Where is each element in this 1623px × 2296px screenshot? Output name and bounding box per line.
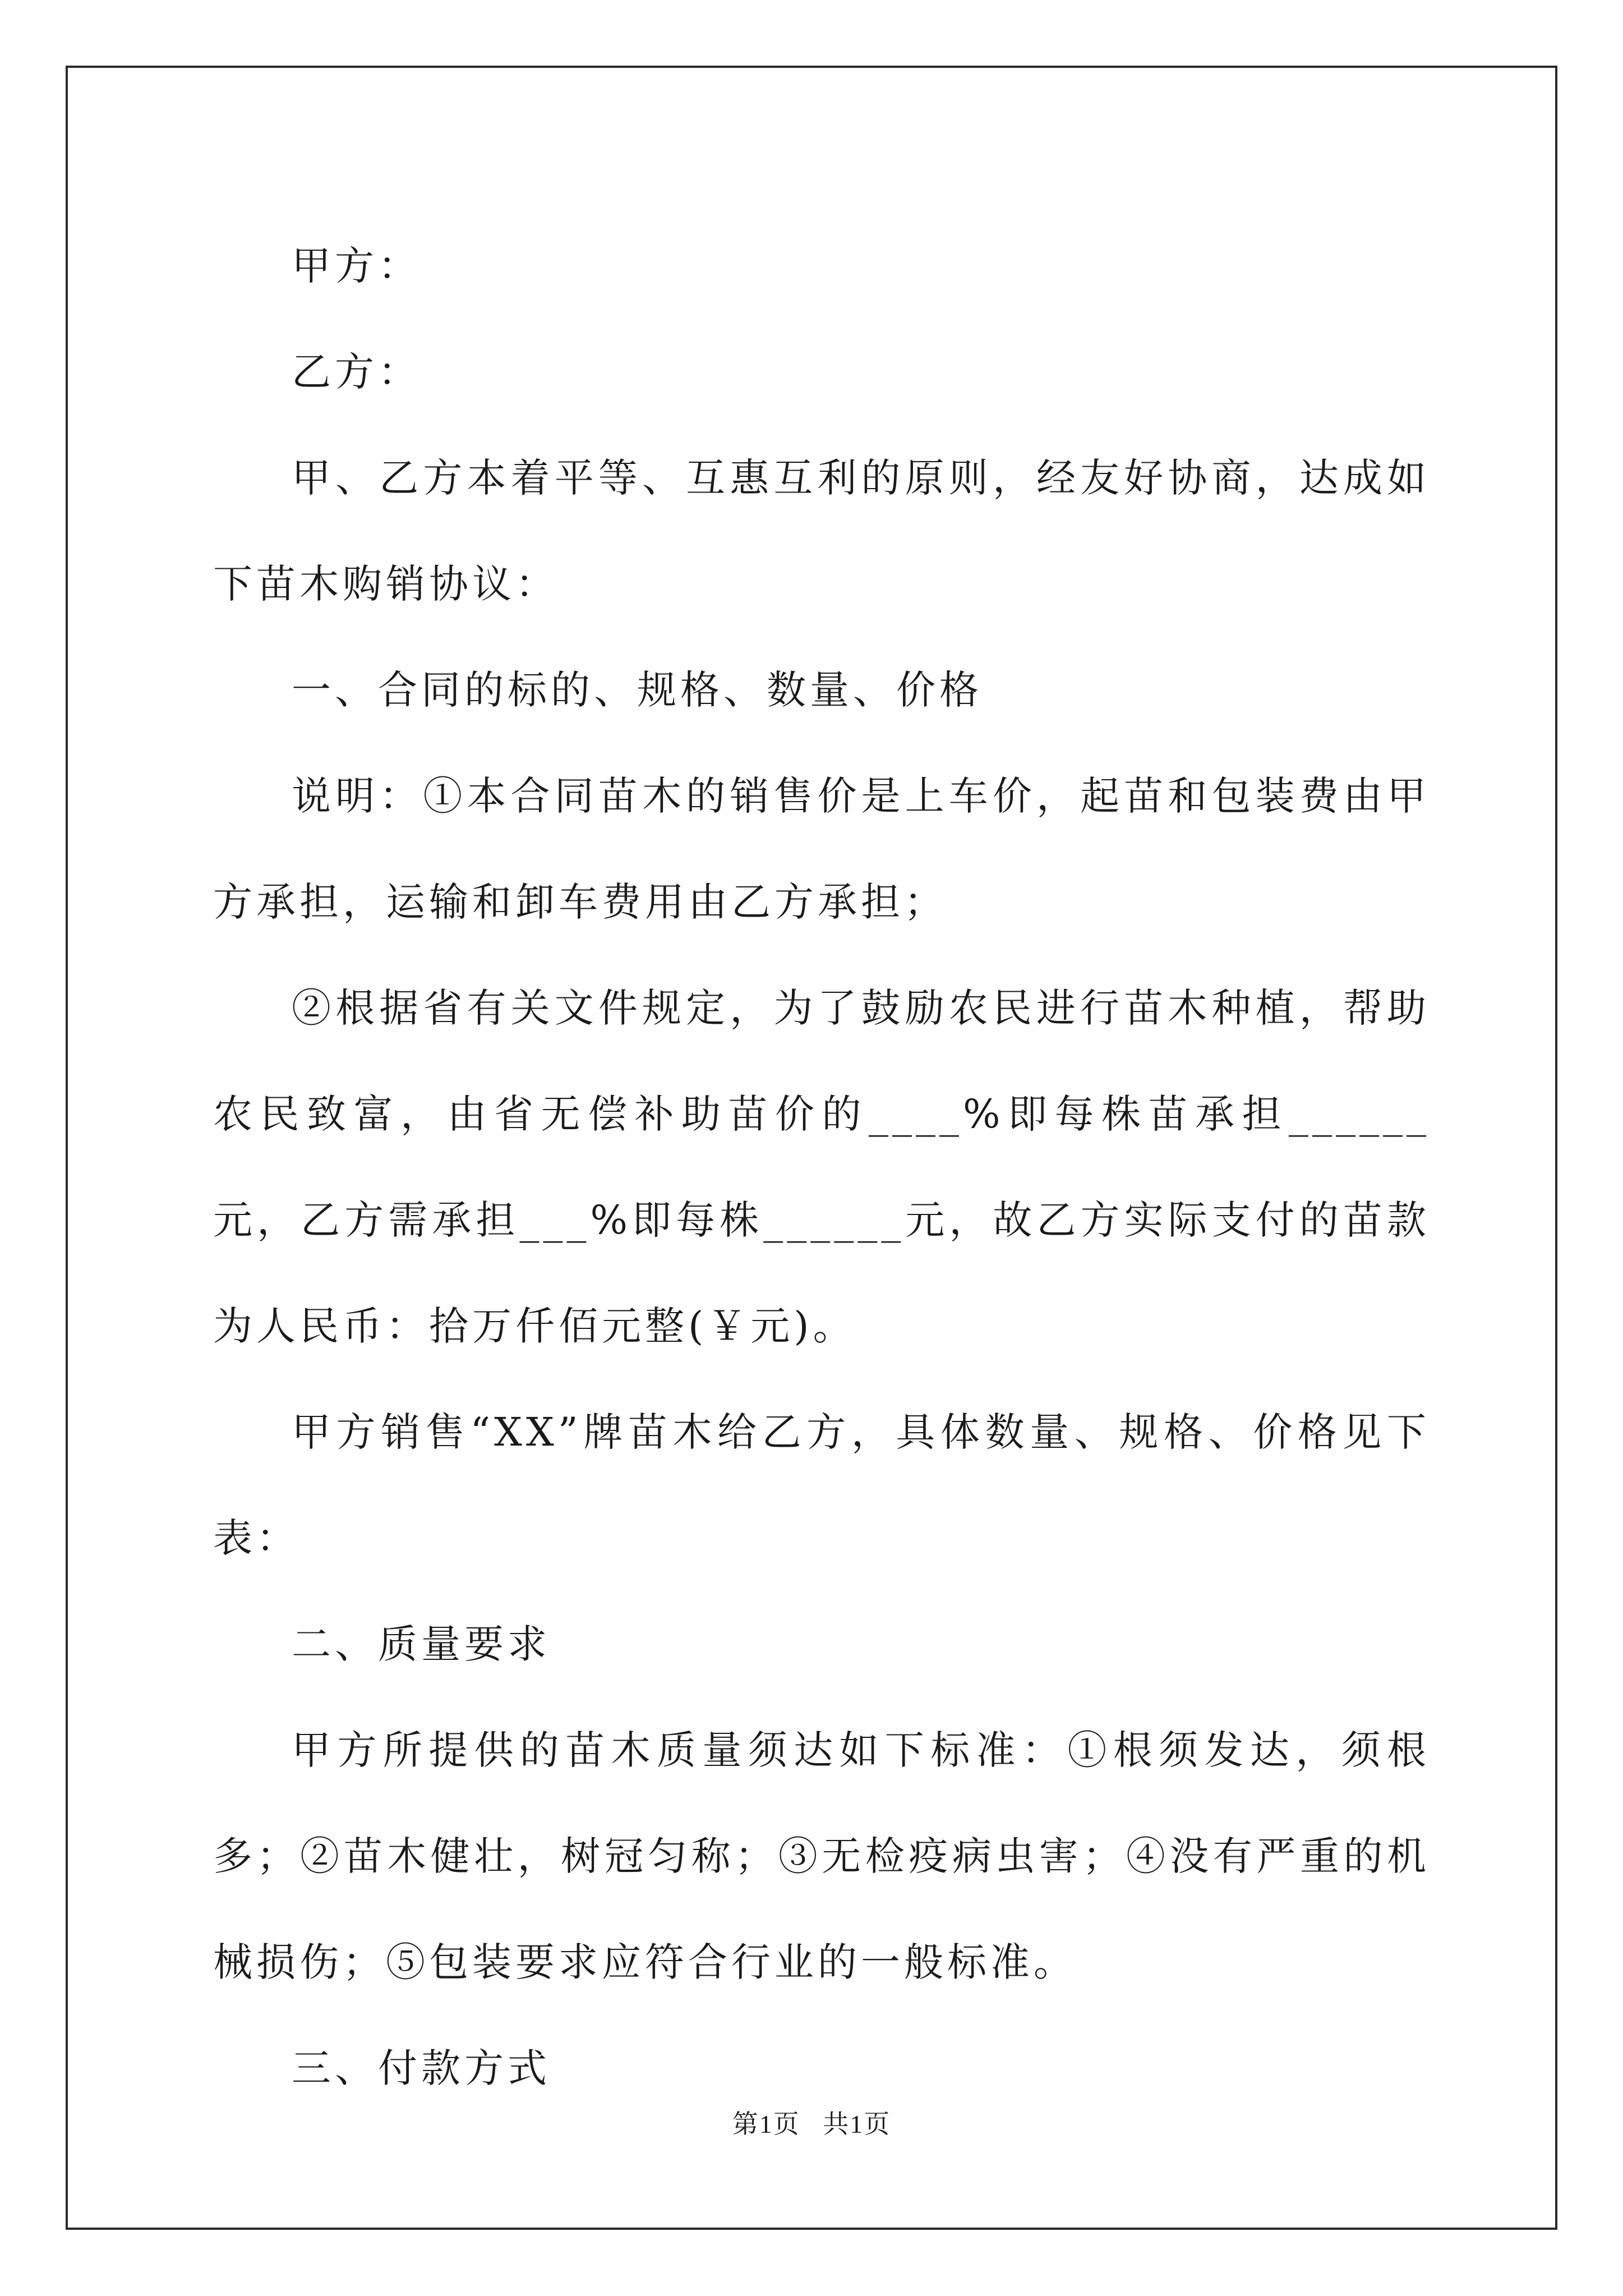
- subsidy-paragraph: ②根据省有关文件规定，为了鼓励农民进行苗木种植，帮助农民致富，由省无偿补助苗价的____%即每株苗承担______元，乙方需承担___%即每株______元，故乙方实际支付的苗款为人民币：拾万仟佰元整(￥元)。: [213, 985, 1430, 1349]
- note-paragraph: 说明：①本合同苗木的销售价是上车价，起苗和包装费由甲方承担，运输和卸车费用由乙方承担；: [213, 773, 1430, 925]
- page-number: 第1页 共1页: [732, 2110, 891, 2138]
- document-body: [213, 213, 1430, 2122]
- quality-paragraph: 甲方所提供的苗木质量须达如下标准：①根须发达，须根多；②苗木健壮，树冠匀称；③无检疫病虫害；④没有严重的机械损伤；⑤包装要求应符合行业的一般标准。: [213, 1727, 1430, 1985]
- section-1-heading: 一、合同的标的、规格、数量、价格: [292, 667, 983, 713]
- party-b-line: 乙方：: [292, 349, 421, 395]
- section-2-heading: 二、质量要求: [292, 1621, 551, 1667]
- party-a-line: 甲方：: [292, 243, 421, 289]
- section-3-heading: 三、付款方式: [292, 2045, 551, 2091]
- sales-paragraph: 甲方销售“XX”牌苗木给乙方，具体数量、规格、价格见下表：: [213, 1409, 1430, 1561]
- intro-paragraph: 甲、乙方本着平等、互惠互利的原则，经友好协商，达成如下苗木购销协议：: [213, 455, 1430, 607]
